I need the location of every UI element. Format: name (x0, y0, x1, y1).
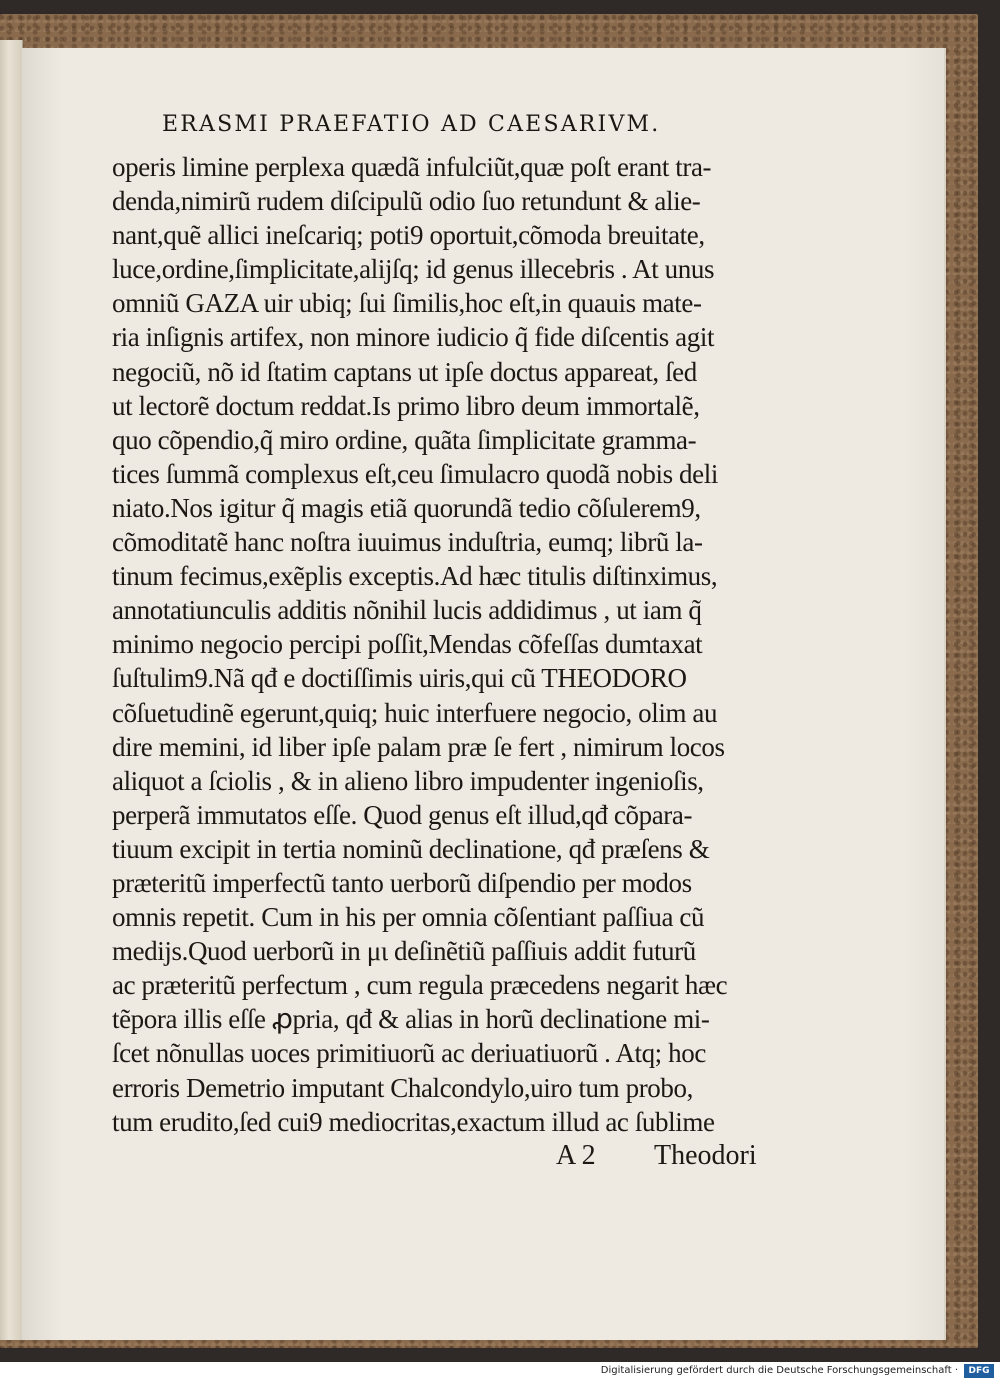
text-line: medijs.Quod uerborũ in μι deſinẽtiũ paſſiuis addit futurũ (112, 936, 696, 967)
text-line: cõmoditatẽ hanc noſtra iuuimus induſtria, eumq; librũ la- (112, 527, 703, 558)
text-line: tiuum excipit in tertia nominũ declinatione, qđ præſens & (112, 833, 710, 864)
text-line: præteritũ imperfectũ tanto uerborũ diſpendio per modos (112, 867, 692, 898)
catchword: Theodori (654, 1140, 757, 1171)
text-line: omniũ GAZA uir ubiq; ſui ſimilis,hoc eſt,in quauis mate- (112, 288, 702, 319)
running-head: ERASMI PRAEFATIO AD CAESARIVM. (162, 112, 661, 137)
text-line: ſcet nõnullas uoces primitiuorũ ac deriuatiuorũ . Atq; hoc (112, 1038, 706, 1069)
text-line: cõſuetudinẽ egerunt,quiq; huic interfuere negocio, olim au (112, 697, 718, 728)
text-line: omnis repetit. Cum in his per omnia cõſentiant paſſiua cũ (112, 902, 705, 933)
text-line: tinum fecimus,exẽplis exceptis.Ad hæc titulis diſtinximus, (112, 561, 718, 592)
body-text (112, 150, 792, 1139)
funding-credit: Digitalisierung gefördert durch die Deutsche Forschungsgemeinschaft · (600, 1365, 958, 1376)
text-line: erroris Demetrio imputant Chalcondylo,uiro tum probo, (112, 1072, 693, 1103)
text-line: tices ſummã complexus eſt,ceu ſimulacro quodã nobis deli (112, 458, 718, 489)
text-line: tum erudito,ſed cui9 mediocritas,exactum illud ac ſublime (112, 1106, 715, 1137)
text-line: annotatiunculis additis nõnihil lucis addidimus , ut iam q̃ (112, 595, 702, 626)
text-line: niato.Nos igitur q̃ magis etiã quorundã tedio cõſulerem9, (112, 492, 701, 523)
text-line: quo cõpendio,q̃ miro ordine, quãta ſimplicitate gramma- (112, 424, 697, 455)
signature-mark: A 2 (556, 1140, 596, 1171)
text-line: dire memini, id liber ipſe palam præ ſe fert , nimirum locos (112, 731, 725, 762)
text-line: negociũ, nõ id ſtatim captans ut ipſe doctus appareat, ſed (112, 356, 697, 387)
funding-footer (0, 1362, 1000, 1381)
text-line: aliquot a ſciolis , & in alieno libro impudenter ingenioſis, (112, 765, 704, 796)
text-line: operis limine perplexa quædã infulciũt,quæ poſt erant tra- (112, 152, 712, 182)
text-line: ut lectorẽ doctum reddat.Is primo libro deum immortalẽ, (112, 390, 700, 421)
text-line: luce,ordine,ſimplicitate,alijſq; id genus illecebris . At unus (112, 254, 715, 285)
text-line: nant,quẽ allici ineſcariq; poti9 oportuit,cõmoda breuitate, (112, 220, 705, 251)
facing-page-edge (0, 40, 23, 1340)
dfg-logo: DFG (964, 1364, 994, 1378)
text-line: minimo negocio percipi poſſit,Mendas cõfeſſas dumtaxat (112, 629, 703, 660)
text-line: denda,nimirũ rudem diſcipulũ odio ſuo retundunt & alie- (112, 186, 701, 217)
text-line: perperã immutatos eſſe. Quod genus eſt illud,qđ cõpara- (112, 799, 693, 830)
text-line: ſuſtulim9.Nã qđ e doctiſſimis uiris,qui cũ THEODORO (112, 663, 687, 694)
text-line: ac præteritũ perfectum , cum regula præcedens negarit hæc (112, 970, 728, 1001)
text-line: ria inſignis artifex, non minore iudicio q̃ fide diſcentis agit (112, 322, 715, 353)
text-line: tẽpora illis eſſe ꝓpria, qđ & alias in horũ declinatione mi- (112, 1004, 710, 1035)
